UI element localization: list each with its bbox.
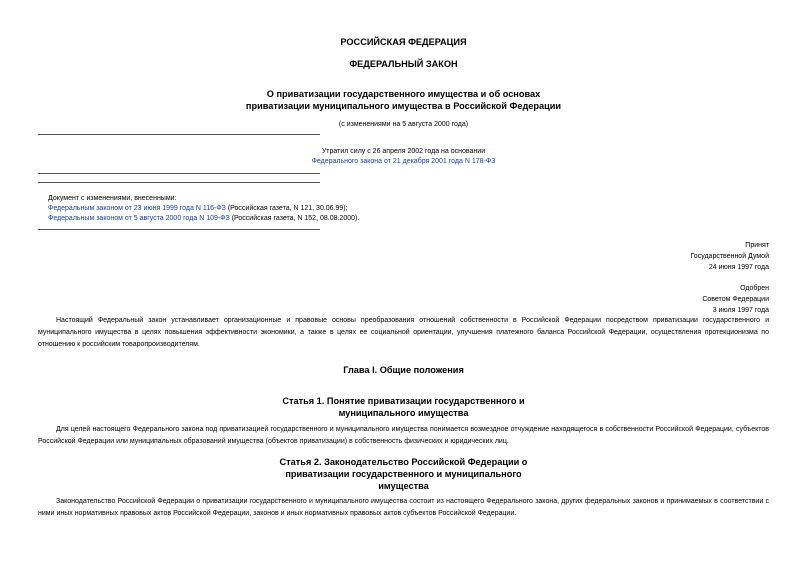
divider <box>38 173 320 174</box>
article2-title-line1: Статья 2. Законодательство Российской Федерации о <box>279 457 528 467</box>
article1-title-line2: муниципального имущества <box>338 408 469 418</box>
divider <box>38 134 320 135</box>
amendment-note: (с изменениями на 5 августа 2000 года) <box>338 121 469 128</box>
law-title-line1: О приватизации государственного имущества и об основах <box>266 89 541 99</box>
amendments-intro: Документ с изменениями, внесенными: <box>48 195 177 202</box>
divider <box>38 182 320 183</box>
article2-title-line3: имущества <box>378 481 429 491</box>
repeal-law-link[interactable]: Федерального закона от 21 декабря 2001 года N 178-ФЗ <box>311 158 496 165</box>
adoption-accepted-by: Государственной Думой <box>690 253 769 260</box>
adoption-approved-by: Советом Федерации <box>702 296 769 303</box>
article2-title-line2: приватизации государственного и муниципального <box>285 469 522 479</box>
adoption-approved: Одобрен <box>740 285 769 292</box>
amendment-link[interactable]: Федеральным законом от 23 июня 1999 года N 116-ФЗ <box>48 205 226 212</box>
amendment-source: (Российская газета, N 121, 30.06.99); <box>225 205 348 212</box>
preamble-paragraph: Настоящий Федеральный закон устанавливает организационные и правовые основы преобразования отношений собственности в Российской Федерации посредством приватизации государственного и муниципального имущества в целях повышения эффективности экономики, а также в целях ее социальной ориентации, улучшения платежного баланса Российской Федерации, осуществления протекционизма по отношению к российским товаропроизводителям. <box>38 317 769 348</box>
amendment-link[interactable]: Федеральным законом от 5 августа 2000 года N 109-ФЗ <box>48 215 230 222</box>
amendment-source: (Российская газета, N 152, 08.08.2000). <box>229 215 360 222</box>
adoption-accepted: Принят <box>745 242 769 249</box>
amendment-item <box>48 204 348 215</box>
country-heading: РОССИЙСКАЯ ФЕДЕРАЦИЯ <box>340 37 467 47</box>
article2-paragraph: Законодательство Российской Федерации о приватизации государственного и муниципального имущества состоит из настоящего Федерального закона, других федеральных законов и принимаемых в соответствии с ними иных нормативных правовых актов Российской Федерации, законов и иных нормативных правовых актов субъектов Российской Федерации. <box>38 498 769 517</box>
chapter-title: Глава I. Общие положения <box>343 365 464 375</box>
article1-paragraph: Для целей настоящего Федерального закона под приватизацией государственного и муниципального имущества понимается возмездное отчуждение находящегося в собственности Российской Федерации, субъектов Российской Федерации или муниципальных образований имущества (объектов приватизации) в собственность физических и юридических лиц. <box>38 426 769 445</box>
divider <box>38 229 320 230</box>
adoption-accepted-date: 24 июня 1997 года <box>708 264 769 271</box>
repeal-status: Утратил силу с 26 апреля 2002 года на основании <box>321 148 486 155</box>
adoption-approved-date: 3 июля 1997 года <box>712 307 769 314</box>
law-title-line2: приватизации муниципального имущества в Российской Федерации <box>245 101 562 111</box>
amendment-item <box>48 214 359 225</box>
law-type-heading: ФЕДЕРАЛЬНЫЙ ЗАКОН <box>349 59 458 69</box>
article1-title-line1: Статья 1. Понятие приватизации государственного и <box>282 396 525 406</box>
